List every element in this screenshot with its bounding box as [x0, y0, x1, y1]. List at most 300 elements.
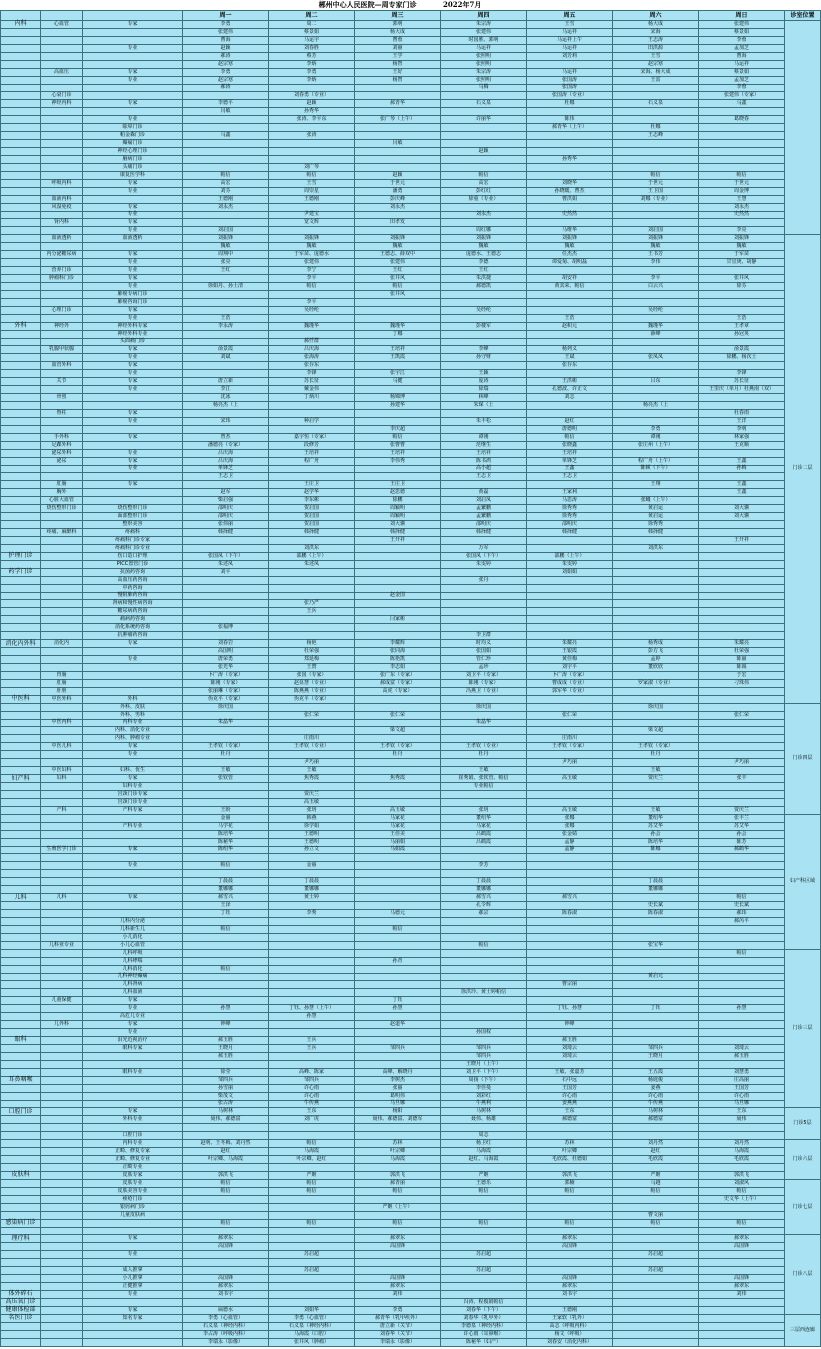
- department-cell: [1, 1195, 41, 1203]
- subdepartment-cell: [41, 735, 83, 743]
- tuesday-cell: 朱述凤: [269, 560, 355, 568]
- wednesday-cell: [355, 790, 441, 798]
- monday-cell: 刘斌: [183, 354, 269, 362]
- tuesday-cell: 贺启国: [269, 521, 355, 529]
- monday-cell: 张国凤（下午）: [183, 552, 269, 560]
- clinic-type-cell: 妇科、优生: [83, 767, 183, 775]
- sunday-cell: 朱耀亮: [699, 640, 785, 648]
- department-cell: [1, 1330, 41, 1338]
- sunday-cell: 孟加芝: [699, 44, 785, 52]
- thursday-cell: 王晓月（上午）: [441, 1060, 527, 1068]
- friday-cell: 许心雨: [527, 1092, 613, 1100]
- schedule-row: [1, 92, 821, 100]
- department-cell: [1, 1084, 41, 1092]
- friday-cell: 毛欣霞、杜德娟: [527, 1156, 613, 1164]
- tuesday-cell: 苏启超: [269, 1251, 355, 1259]
- clinic-type-cell: [83, 648, 183, 656]
- subdepartment-cell: 心衰门诊: [41, 92, 83, 100]
- friday-cell: 帕信: [527, 433, 613, 441]
- subdepartment-cell: 血管外科: [41, 362, 83, 370]
- sunday-cell: 郝玉胜: [699, 1052, 785, 1060]
- tuesday-cell: [269, 870, 355, 878]
- tuesday-cell: 张涛: [269, 132, 355, 140]
- title-date: 2022年7月: [443, 0, 482, 9]
- thursday-cell: 严姬: [441, 1171, 527, 1179]
- thursday-cell: [441, 298, 527, 306]
- friday-cell: 魏敏: [527, 243, 613, 251]
- friday-cell: 郝青华（上午）: [527, 124, 613, 132]
- sunday-cell: 高国锋: [699, 1275, 785, 1283]
- wednesday-cell: 高虎（专家）: [355, 687, 441, 695]
- department-cell: [1, 862, 41, 870]
- schedule-row: [1, 1267, 821, 1275]
- tuesday-cell: [269, 933, 355, 941]
- thursday-cell: 马树林: [441, 1108, 527, 1116]
- wednesday-cell: [355, 1164, 441, 1172]
- schedule-row: [1, 1187, 821, 1195]
- sunday-cell: [699, 1037, 785, 1045]
- department-cell: 耳鼻咽喉: [1, 1076, 41, 1084]
- monday-cell: 杜丹: [183, 751, 269, 759]
- friday-cell: 朱雯婷: [527, 560, 613, 568]
- thursday-cell: [441, 92, 527, 100]
- sunday-cell: 帕信: [699, 949, 785, 957]
- friday-cell: [527, 330, 613, 338]
- monday-cell: 王泽: [183, 902, 269, 910]
- wednesday-cell: 王庄卫: [355, 481, 441, 489]
- friday-cell: 王培祥: [527, 449, 613, 457]
- monday-cell: 王敏: [183, 767, 269, 775]
- clinic-type-cell: [83, 1060, 183, 1068]
- monday-cell: [183, 275, 269, 283]
- clinic-type-cell: 泪光近视治疗: [83, 1037, 183, 1045]
- clinic-type-cell: 肺癌咨询门诊: [83, 298, 183, 306]
- monday-cell: 陈绍华: [183, 846, 269, 854]
- schedule-row: [1, 806, 821, 814]
- location-cell: 三层西连廊: [785, 1314, 821, 1346]
- clinic-type-cell: 神经外科专业: [83, 330, 183, 338]
- sunday-cell: [699, 798, 785, 806]
- sunday-cell: [699, 560, 785, 568]
- friday-cell: 卜广涛（专家）: [527, 671, 613, 679]
- thursday-cell: 万军: [441, 544, 527, 552]
- tuesday-cell: 董娜娜: [269, 886, 355, 894]
- friday-cell: 唐德明: [527, 425, 613, 433]
- department-cell: [1, 751, 41, 759]
- wednesday-cell: 潘勇: [355, 187, 441, 195]
- tuesday-cell: [269, 1235, 355, 1243]
- saturday-cell: 薛峰: [613, 330, 699, 338]
- tuesday-cell: 孙立文: [269, 846, 355, 854]
- friday-cell: 郝德富: [527, 1116, 613, 1124]
- department-cell: 名医门诊: [1, 1314, 41, 1322]
- clinic-type-cell: 正健推拿: [83, 1283, 183, 1291]
- friday-cell: 刘书宇: [527, 1291, 613, 1299]
- tuesday-cell: 韩燕: [269, 814, 355, 822]
- monday-cell: 邹四兵: [183, 1076, 269, 1084]
- subdepartment-cell: [41, 148, 83, 156]
- thursday-cell: [441, 1203, 527, 1211]
- department-cell: [1, 441, 41, 449]
- department-cell: [1, 814, 41, 822]
- tuesday-cell: 蔡芳: [269, 52, 355, 60]
- tuesday-cell: 周二: [269, 21, 355, 29]
- sunday-cell: [699, 1298, 785, 1306]
- friday-cell: [527, 917, 613, 925]
- schedule-row: [1, 640, 821, 648]
- monday-cell: 马学花: [183, 822, 269, 830]
- clinic-type-cell: 宫颈门诊专业: [83, 798, 183, 806]
- thursday-cell: 吕鹤霞: [441, 838, 527, 846]
- department-cell: [1, 941, 41, 949]
- friday-cell: [527, 608, 613, 616]
- wednesday-cell: [355, 917, 441, 925]
- sunday-cell: [699, 1259, 785, 1267]
- wednesday-cell: [355, 560, 441, 568]
- department-cell: [1, 1322, 41, 1330]
- schedule-row: [1, 925, 821, 933]
- schedule-row: [1, 465, 821, 473]
- tuesday-cell: [269, 536, 355, 544]
- schedule-row: [1, 1005, 821, 1013]
- sunday-cell: 郭洪飞: [699, 1171, 785, 1179]
- department-cell: [1, 624, 41, 632]
- subdepartment-cell: [41, 1044, 83, 1052]
- schedule-row: [1, 155, 821, 163]
- thursday-cell: 帕信: [441, 1187, 527, 1195]
- thursday-cell: [441, 1037, 527, 1045]
- department-cell: [1, 155, 41, 163]
- schedule-row: [1, 163, 821, 171]
- monday-cell: 赵红: [183, 1148, 269, 1156]
- sunday-cell: [699, 108, 785, 116]
- subdepartment-cell: [41, 1116, 83, 1124]
- subdepartment-cell: [41, 1235, 83, 1243]
- thursday-cell: 郝宗: [441, 910, 527, 918]
- subdepartment-cell: [41, 211, 83, 219]
- schedule-row: [1, 608, 821, 616]
- clinic-type-cell: [83, 402, 183, 410]
- schedule-row: [1, 290, 821, 298]
- schedule-row: [1, 211, 821, 219]
- department-cell: [1, 68, 41, 76]
- tuesday-cell: 杨艳: [269, 640, 355, 648]
- clinic-type-cell: 小儿推拿: [83, 1275, 183, 1283]
- subdepartment-cell: [41, 965, 83, 973]
- monday-cell: [183, 124, 269, 132]
- clinic-type-cell: 疼痛科门诊专家: [83, 536, 183, 544]
- saturday-cell: 谭刚: [613, 433, 699, 441]
- subdepartment-cell: 肛肠: [41, 481, 83, 489]
- monday-cell: [183, 362, 269, 370]
- saturday-cell: [613, 949, 699, 957]
- friday-cell: [527, 1203, 613, 1211]
- tuesday-cell: 王庄卫: [269, 481, 355, 489]
- sunday-cell: [699, 1029, 785, 1037]
- department-cell: [1, 1068, 41, 1076]
- subdepartment-cell: [41, 1179, 83, 1187]
- thursday-cell: 王培祥: [441, 449, 527, 457]
- tuesday-cell: 张井风（肿瘤）: [269, 1338, 355, 1346]
- thursday-cell: [441, 1005, 527, 1013]
- thursday-cell: 张玥: [441, 806, 527, 814]
- wednesday-cell: [355, 124, 441, 132]
- saturday-cell: [613, 449, 699, 457]
- subdepartment-cell: [41, 132, 83, 140]
- sunday-cell: 刘丹然: [699, 1140, 785, 1148]
- thursday-cell: 张照明: [441, 60, 527, 68]
- saturday-cell: 刘丹然: [613, 1140, 699, 1148]
- clinic-type-cell: 专业: [83, 44, 183, 52]
- wednesday-cell: 唐立新（关节）: [355, 1322, 441, 1330]
- sunday-cell: [699, 608, 785, 616]
- friday-cell: 王洪彬: [527, 378, 613, 386]
- thursday-cell: [441, 1013, 527, 1021]
- department-cell: [1, 806, 41, 814]
- tuesday-cell: 张建伟: [269, 259, 355, 267]
- saturday-cell: [613, 1029, 699, 1037]
- schedule-row: [1, 814, 821, 822]
- saturday-cell: [613, 624, 699, 632]
- friday-cell: [527, 402, 613, 410]
- saturday-cell: 魏敏: [613, 243, 699, 251]
- saturday-cell: [613, 92, 699, 100]
- thursday-cell: [441, 330, 527, 338]
- clinic-type-cell: 儿科血液: [83, 989, 183, 997]
- clinic-type-cell: 高危儿专业: [83, 1013, 183, 1021]
- thursday-cell: 刘启凤: [441, 497, 527, 505]
- tuesday-cell: 马运宇: [269, 36, 355, 44]
- sunday-cell: 刘永杰: [699, 203, 785, 211]
- tuesday-cell: 王兵: [269, 1044, 355, 1052]
- clinic-type-cell: 专业: [83, 417, 183, 425]
- wednesday-cell: 赵道华: [355, 1021, 441, 1029]
- saturday-cell: 石义泉: [613, 100, 699, 108]
- saturday-cell: [613, 298, 699, 306]
- subdepartment-cell: [41, 370, 83, 378]
- thursday-cell: [441, 790, 527, 798]
- monday-cell: 魏敏: [183, 243, 269, 251]
- clinic-type-cell: 专家: [83, 1306, 183, 1314]
- subdepartment-cell: 泌尿外科: [41, 449, 83, 457]
- sunday-cell: 蔡景娟: [699, 68, 785, 76]
- saturday-cell: 苏启超: [613, 1251, 699, 1259]
- clinic-type-cell: 糖尿病药咨询: [83, 608, 183, 616]
- sunday-cell: 郝芮平: [699, 917, 785, 925]
- schedule-row: [1, 576, 821, 584]
- department-cell: [1, 116, 41, 124]
- tuesday-cell: 严姬: [269, 1171, 355, 1179]
- clinic-type-cell: 专家: [83, 894, 183, 902]
- monday-cell: [183, 600, 269, 608]
- wednesday-cell: 张井风: [355, 275, 441, 283]
- thursday-cell: [441, 140, 527, 148]
- sunday-cell: [699, 1251, 785, 1259]
- department-cell: [1, 981, 41, 989]
- saturday-cell: [613, 108, 699, 116]
- monday-cell: 闫敏: [183, 108, 269, 116]
- tuesday-cell: [269, 1132, 355, 1140]
- clinic-type-cell: 内科、消化专业: [83, 727, 183, 735]
- subdepartment-cell: 神经外: [41, 322, 83, 330]
- thursday-cell: 董绍华: [441, 814, 527, 822]
- thursday-cell: 彭红红: [441, 187, 527, 195]
- department-cell: [1, 1275, 41, 1283]
- wednesday-cell: 高国锋: [355, 1275, 441, 1283]
- subdepartment-cell: 营养门诊: [41, 267, 83, 275]
- schedule-row: [1, 21, 821, 29]
- wednesday-cell: [355, 1227, 441, 1235]
- sunday-cell: 于世元: [699, 179, 785, 187]
- subdepartment-cell: [41, 465, 83, 473]
- thursday-cell: [441, 925, 527, 933]
- thursday-cell: 王志卫: [441, 473, 527, 481]
- department-cell: [1, 1100, 41, 1108]
- department-cell: [1, 489, 41, 497]
- thursday-cell: 高小超: [441, 465, 527, 473]
- schedule-row: [1, 560, 821, 568]
- clinic-type-cell: 专家: [83, 997, 183, 1005]
- schedule-row: [1, 441, 821, 449]
- department-cell: [1, 163, 41, 171]
- thursday-cell: 张国娟: [441, 648, 527, 656]
- schedule-row: [1, 60, 821, 68]
- thursday-cell: 林峰: [441, 394, 527, 402]
- friday-cell: 朱耀亮: [527, 640, 613, 648]
- wednesday-cell: [355, 1259, 441, 1267]
- department-cell: [1, 227, 41, 235]
- monday-cell: [183, 616, 269, 624]
- tuesday-cell: 赵显慧（专业）: [269, 679, 355, 687]
- department-cell: [1, 592, 41, 600]
- friday-cell: [527, 1259, 613, 1267]
- tuesday-cell: 伪克平（专家）: [269, 695, 355, 703]
- schedule-row: [1, 179, 821, 187]
- department-cell: 中医科: [1, 695, 41, 703]
- thursday-cell: [441, 1291, 527, 1299]
- tuesday-cell: 赵颖: [269, 100, 355, 108]
- tuesday-cell: 刘广虎: [269, 1116, 355, 1124]
- schedule-row: [1, 1124, 821, 1132]
- clinic-type-cell: 神经外科专家: [83, 322, 183, 330]
- friday-cell: [527, 1195, 613, 1203]
- sunday-cell: 帕信: [699, 1187, 785, 1195]
- wednesday-cell: [355, 1195, 441, 1203]
- subdepartment-cell: [41, 870, 83, 878]
- thursday-cell: 朱雯婷: [441, 560, 527, 568]
- friday-cell: 钟峰: [527, 1021, 613, 1029]
- department-cell: [1, 433, 41, 441]
- sunday-cell: 李明: [699, 425, 785, 433]
- schedule-row: [1, 1298, 821, 1306]
- friday-cell: [527, 132, 613, 140]
- wednesday-cell: 孙青: [355, 957, 441, 965]
- schedule-row: [1, 870, 821, 878]
- subdepartment-cell: [41, 576, 83, 584]
- header-cell: [1, 11, 41, 21]
- subdepartment-cell: [41, 1013, 83, 1021]
- friday-cell: [527, 576, 613, 584]
- schedule-row: [1, 1219, 821, 1227]
- saturday-cell: 李勇: [613, 425, 699, 433]
- wednesday-cell: 马家花: [355, 814, 441, 822]
- clinic-type-cell: 疼痛科: [83, 529, 183, 537]
- monday-cell: 帕信: [183, 925, 269, 933]
- department-cell: [1, 846, 41, 854]
- department-cell: [1, 886, 41, 894]
- friday-cell: [527, 1060, 613, 1068]
- wednesday-cell: 杨大成: [355, 28, 441, 36]
- wednesday-cell: 王培祥: [355, 346, 441, 354]
- clinic-type-cell: 眩晕门诊: [83, 124, 183, 132]
- tuesday-cell: 王德明: [269, 838, 355, 846]
- sunday-cell: 王孝章: [699, 322, 785, 330]
- wednesday-cell: 韩择健: [355, 529, 441, 537]
- friday-cell: 姜燕燕: [527, 1100, 613, 1108]
- tuesday-cell: [269, 1211, 355, 1219]
- clinic-type-cell: [83, 838, 183, 846]
- sunday-cell: 王鑫: [699, 457, 785, 465]
- saturday-cell: [613, 489, 699, 497]
- tuesday-cell: [269, 751, 355, 759]
- wednesday-cell: [355, 1211, 441, 1219]
- tuesday-cell: [269, 84, 355, 92]
- tuesday-cell: 焦秀霞: [269, 775, 355, 783]
- saturday-cell: [613, 1203, 699, 1211]
- saturday-cell: [613, 116, 699, 124]
- thursday-cell: 朱宗涛: [441, 68, 527, 76]
- saturday-cell: 罗家淑（专业）: [613, 679, 699, 687]
- department-cell: [1, 902, 41, 910]
- subdepartment-cell: [41, 1148, 83, 1156]
- sunday-cell: 李蓉: [699, 36, 785, 44]
- friday-cell: 曹宗丽: [527, 981, 613, 989]
- department-cell: [1, 973, 41, 981]
- tuesday-cell: 嘉宇恒（专家）: [269, 433, 355, 441]
- monday-cell: 王德刚: [183, 195, 269, 203]
- saturday-cell: 姜燕: [613, 1084, 699, 1092]
- schedule-row: [1, 822, 821, 830]
- friday-cell: 马运祥: [527, 28, 613, 36]
- saturday-cell: [613, 1037, 699, 1045]
- sunday-cell: [699, 1227, 785, 1235]
- thursday-cell: 石义泉: [441, 100, 527, 108]
- friday-cell: [527, 902, 613, 910]
- sunday-cell: 王浩: [699, 314, 785, 322]
- thursday-cell: [441, 735, 527, 743]
- header-cell: 周三: [355, 11, 441, 21]
- friday-cell: [527, 965, 613, 973]
- schedule-row: [1, 719, 821, 727]
- subdepartment-cell: [41, 592, 83, 600]
- clinic-type-cell: 产科专业: [83, 822, 183, 830]
- wednesday-cell: 李树杰: [355, 1076, 441, 1084]
- subdepartment-cell: [41, 933, 83, 941]
- subdepartment-cell: [41, 1330, 83, 1338]
- saturday-cell: [613, 695, 699, 703]
- sunday-cell: [699, 584, 785, 592]
- tuesday-cell: 刘春勇（专业）: [269, 92, 355, 100]
- friday-cell: [527, 854, 613, 862]
- department-cell: [1, 378, 41, 386]
- sunday-cell: 苏艾华: [699, 822, 785, 830]
- subdepartment-cell: [41, 1298, 83, 1306]
- sunday-cell: 魏敏: [699, 243, 785, 251]
- clinic-type-cell: 外科、皮肤: [83, 703, 183, 711]
- friday-cell: 马维华: [527, 227, 613, 235]
- tuesday-cell: [269, 957, 355, 965]
- monday-cell: 帕信: [183, 1187, 269, 1195]
